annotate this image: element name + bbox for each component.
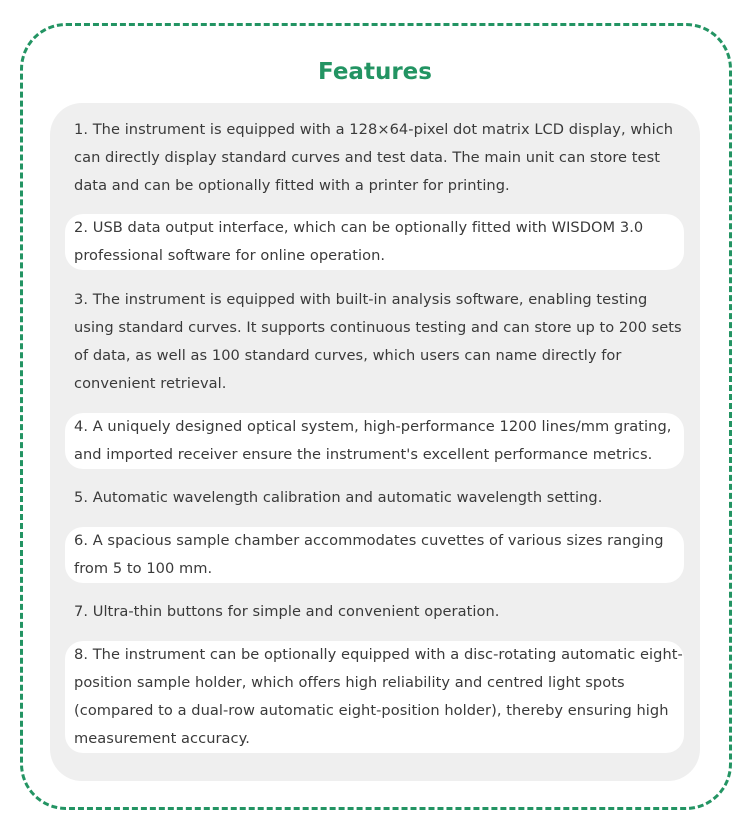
- feature-item-6: [65, 527, 684, 583]
- feature-item-4: [65, 413, 684, 469]
- feature-text: 1. The instrument is equipped with a 128×64-pixel dot matrix LCD display, which can directly display standard curves and test data. The main unit can store test data and can be optionally fitted with a printer for printing.: [74, 121, 674, 194]
- feature-item-1: [65, 116, 684, 200]
- section-title: Features: [318, 59, 432, 85]
- feature-text: 7. Ultra-thin buttons for simple and convenient operation.: [74, 603, 500, 620]
- feature-item-7: [65, 598, 684, 626]
- feature-text: 3. The instrument is equipped with built-in analysis software, enabling testing using standard curves. It supports continuous testing and can store up to 200 sets of data, as well as 100 standard curves, which users can name directly for convenient retrieval.: [74, 291, 682, 392]
- feature-item-8: [65, 641, 684, 753]
- feature-text: 2. USB data output interface, which can be optionally fitted with WISDOM 3.0 professional software for online operation.: [74, 219, 644, 264]
- feature-item-2: [65, 214, 684, 270]
- feature-text: 6. A spacious sample chamber accommodates cuvettes of various sizes ranging from 5 to 100 mm.: [74, 532, 664, 577]
- feature-text: 4. A uniquely designed optical system, high-performance 1200 lines/mm grating, and imported receiver ensure the instrument's excellent performance metrics.: [74, 418, 672, 463]
- feature-text: 8. The instrument can be optionally equipped with a disc-rotating automatic eight-position sample holder, which offers high reliability and centred light spots (compared to a dual-row automatic eight-position holder), thereby ensuring high measurement accuracy.: [74, 646, 683, 747]
- feature-item-5: [65, 484, 684, 512]
- feature-text: 5. Automatic wavelength calibration and automatic wavelength setting.: [74, 489, 603, 506]
- feature-item-3: [65, 286, 684, 398]
